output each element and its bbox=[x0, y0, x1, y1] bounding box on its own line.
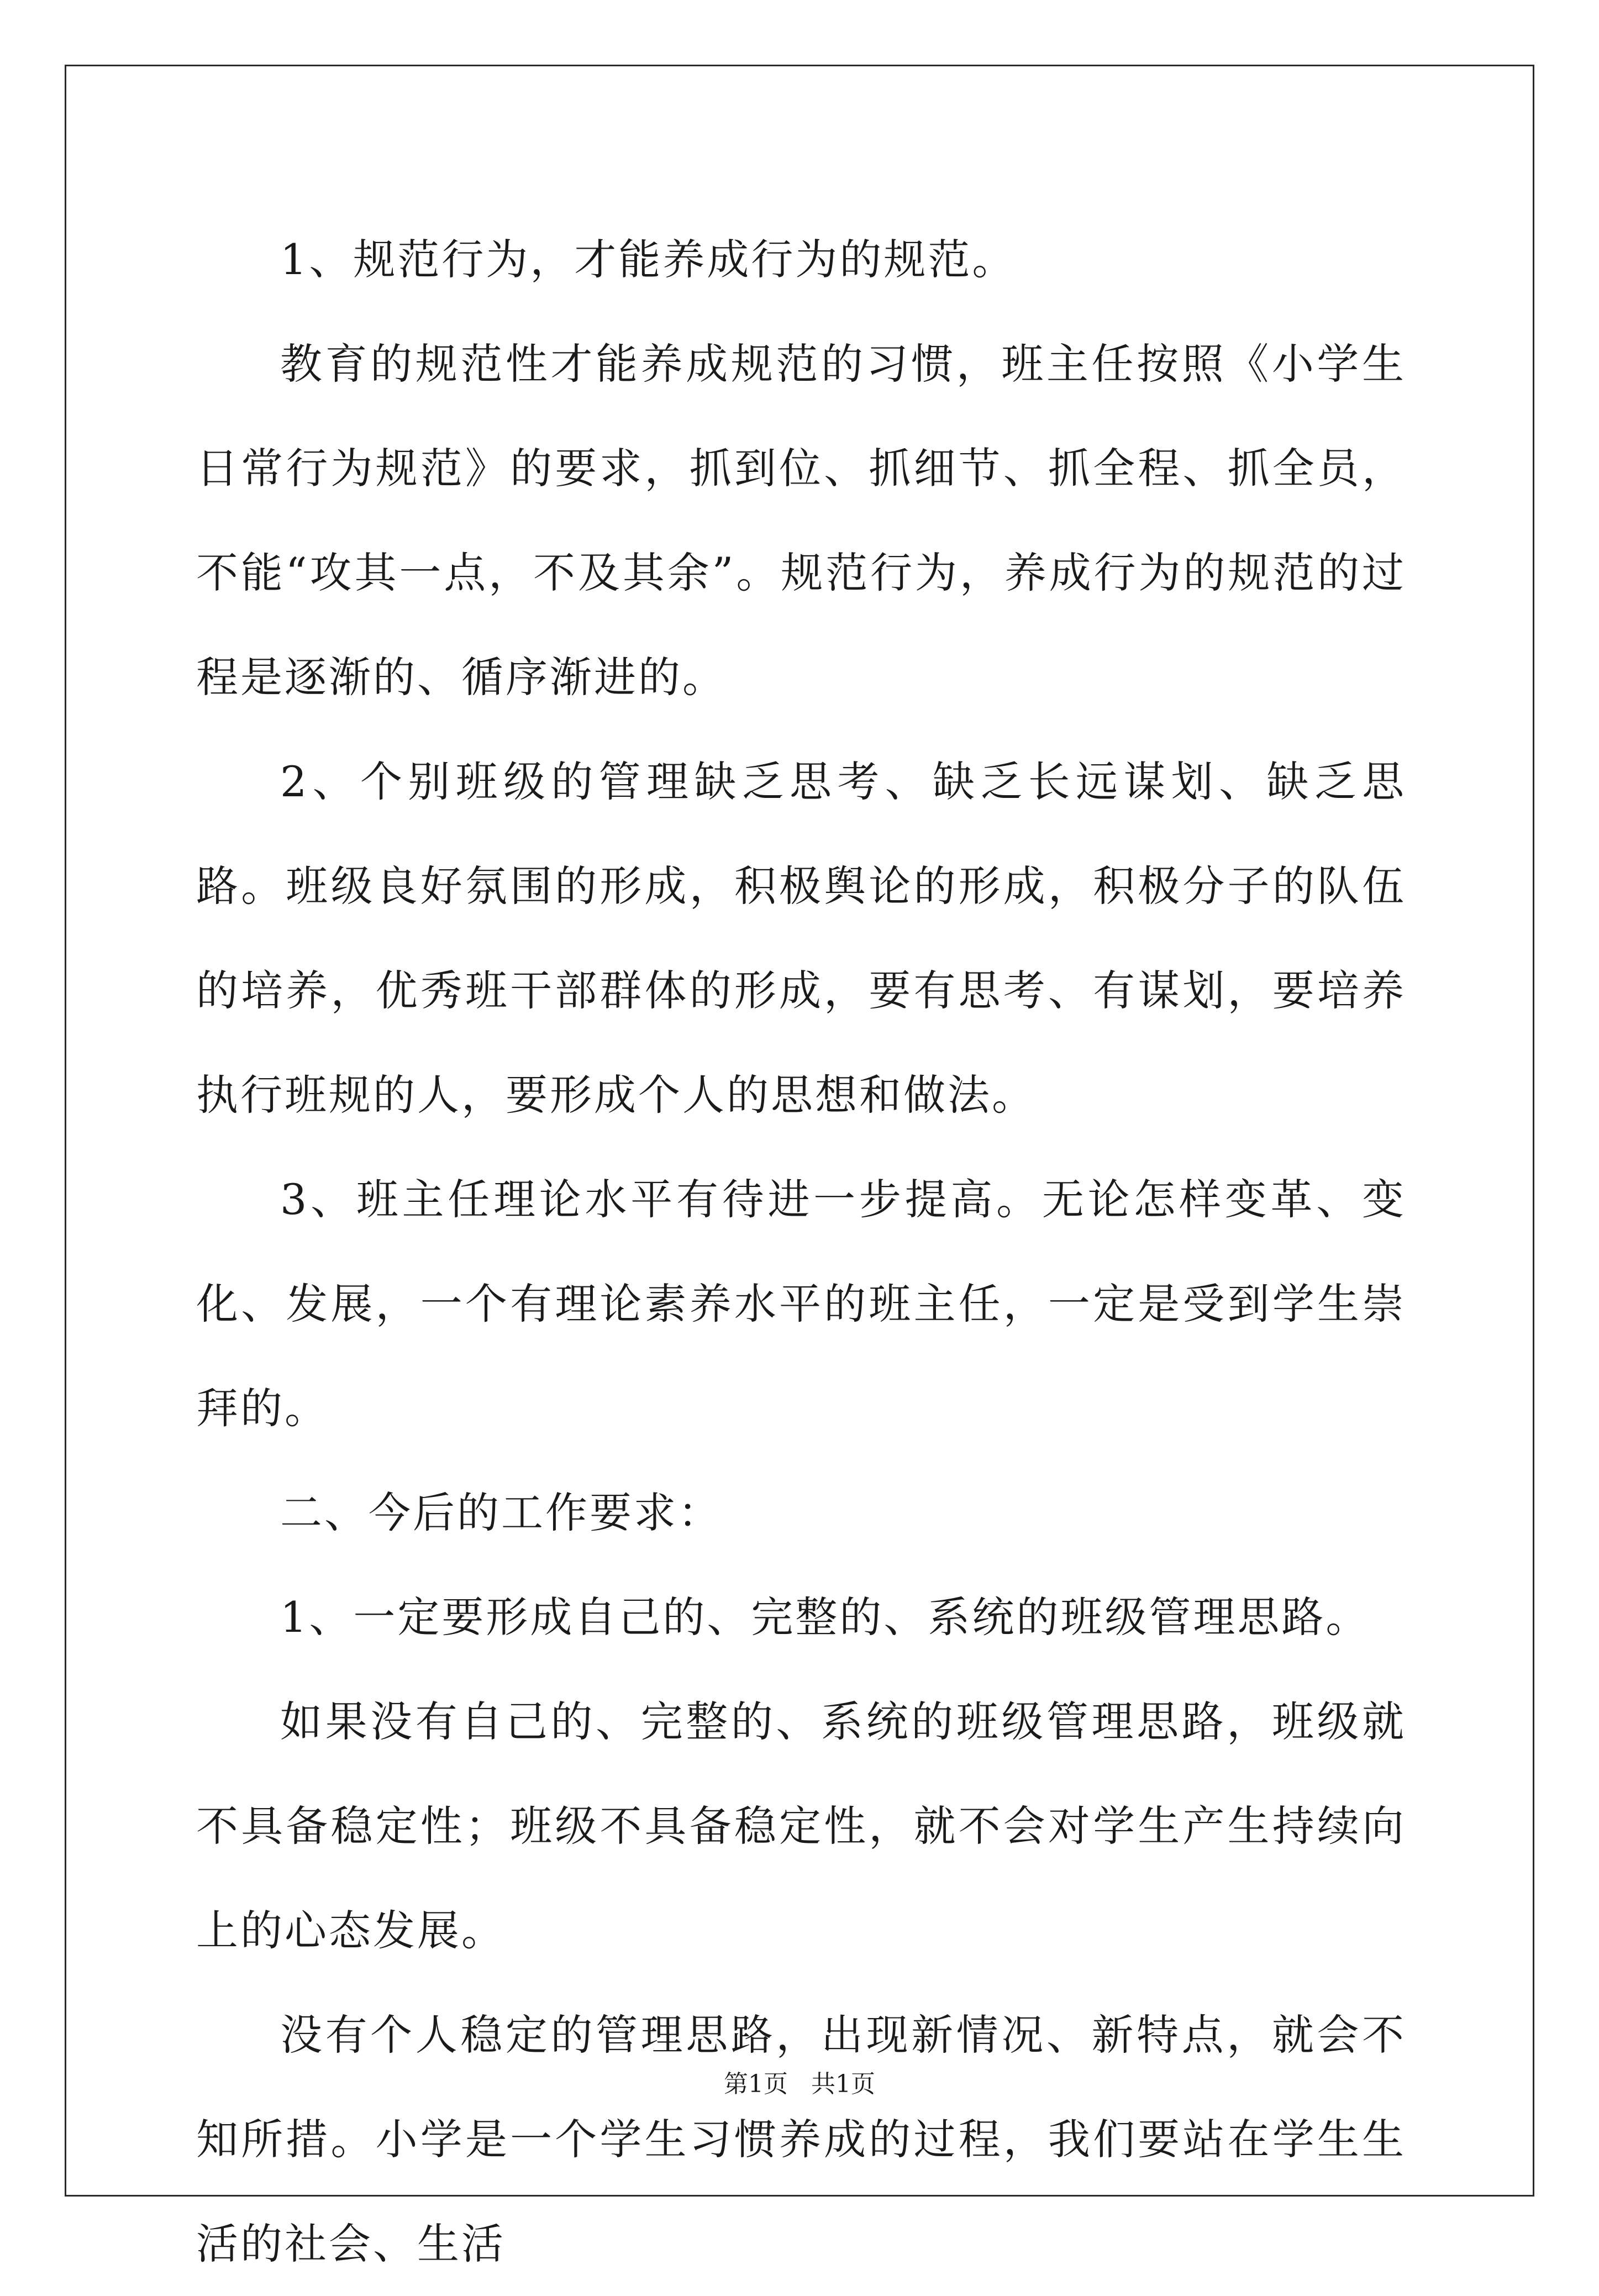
paragraph-4: 3、班主任理论水平有待进一步提高。无论怎样变革、变化、发展，一个有理论素养水平的班主任，一定是受到学生崇拜的。 bbox=[196, 1175, 1406, 1433]
document-body bbox=[196, 207, 1406, 2296]
paragraph-7: 如果没有自己的、完整的、系统的班级管理思路，班级就不具备稳定性；班级不具备稳定性，就不会对学生产生持续向上的心态发展。 bbox=[196, 1697, 1406, 1955]
page-total: 共1页 bbox=[811, 2070, 875, 2098]
paragraph-1: 1、规范行为，才能养成行为的规范。 bbox=[280, 235, 1017, 284]
page-footer bbox=[0, 2068, 1599, 2101]
paragraph-8: 没有个人稳定的管理思路，出现新情况、新特点，就会不知所措。小学是一个学生习惯养成的过程，我们要站在学生生活的社会、生活 bbox=[196, 2010, 1406, 2268]
page-number: 第1页 bbox=[724, 2070, 788, 2098]
paragraph-6: 1、一定要形成自己的、完整的、系统的班级管理思路。 bbox=[280, 1593, 1370, 1642]
paragraph-3: 2、个别班级的管理缺乏思考、缺乏长远谋划、缺乏思路。班级良好氛围的形成，积极舆论的形成，积极分子的队伍的培养，优秀班干部群体的形成，要有思考、有谋划，要培养执行班规的人，要形成个人的思想和做法。 bbox=[196, 757, 1406, 1120]
section-heading: 二、今后的工作要求： bbox=[280, 1488, 722, 1537]
paragraph-2: 教育的规范性才能养成规范的习惯，班主任按照《小学生日常行为规范》的要求，抓到位、抓细节、抓全程、抓全员，不能“攻其一点，不及其余”。规范行为，养成行为的规范的过程是逐渐的、循序渐进的。 bbox=[196, 339, 1406, 702]
